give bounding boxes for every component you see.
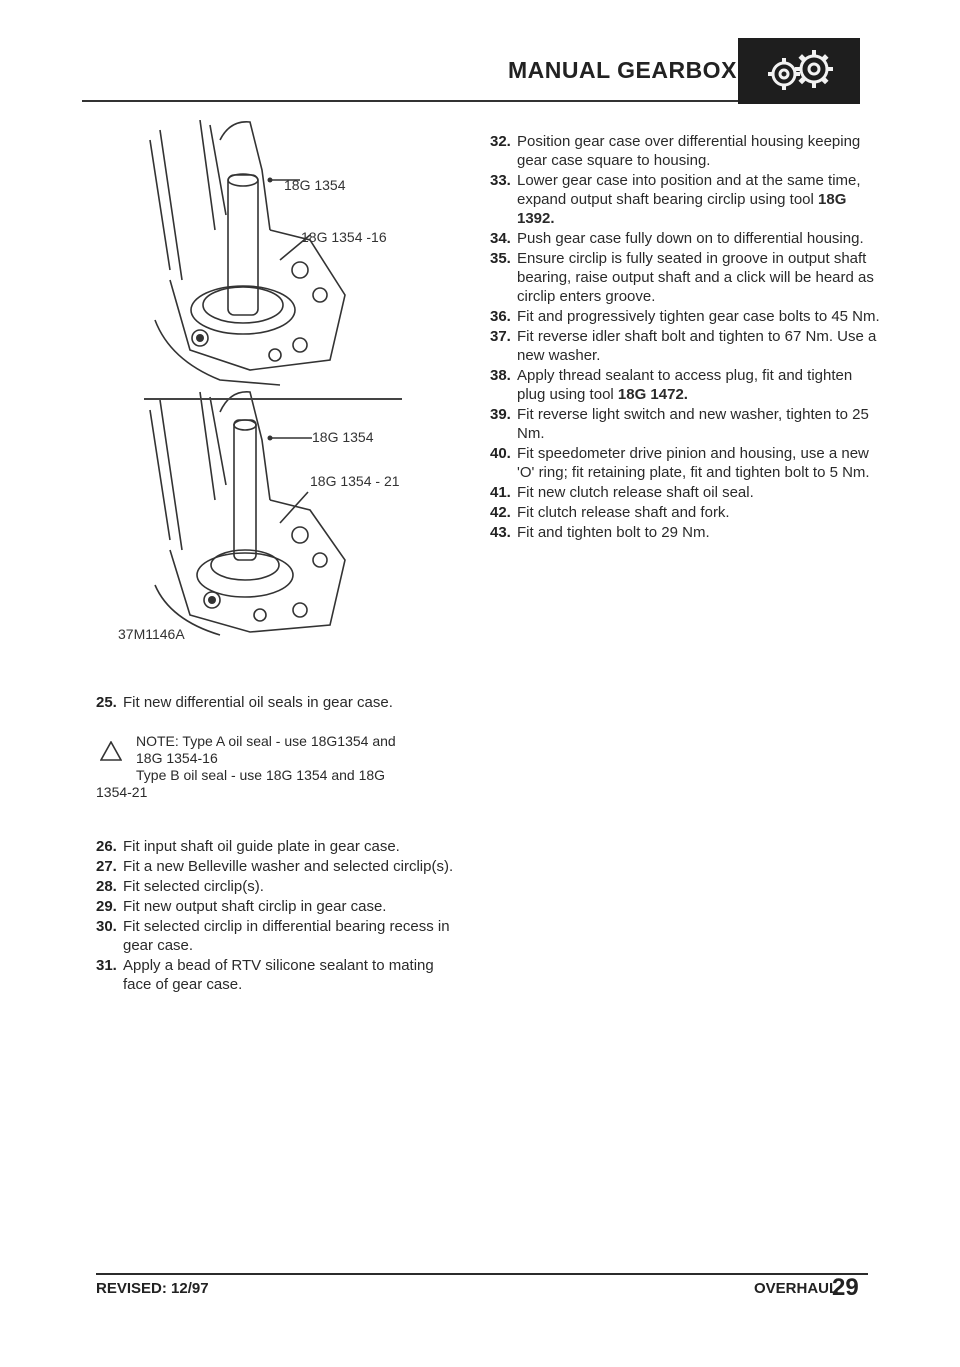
step-text: Fit selected circlip in differential bearing recess in gear case. [123,918,450,954]
step-text: Fit and progressively tighten gear case bolts to 45 Nm. [517,308,880,325]
step-text: Fit a new Belleville washer and selected circlip(s). [123,858,454,875]
step-text: Apply a bead of RTV silicone sealant to mating face of gear case. [123,957,434,993]
step-number: 26. [96,838,117,855]
step-text: Ensure circlip is fully seated in groove in output shaft bearing, raise output shaft and a click will be heard as circlip enters groove. [517,250,874,305]
procedure-steps-right [490,132,880,543]
step-text: Fit new output shaft circlip in gear case. [123,898,387,915]
note-line: 1354-21 [96,784,148,800]
tool-number: 18G 1392. [517,191,847,227]
procedure-step [490,171,880,228]
step-number: 34. [490,230,511,247]
procedure-step [96,956,456,994]
procedure-steps-left-b [96,837,456,995]
procedure-step [490,229,880,248]
step-text: Fit and tighten bolt to 29 Nm. [517,524,710,541]
procedure-step [490,503,880,522]
procedure-step [490,523,880,542]
revision-date: REVISED: 12/97 [96,1280,209,1297]
procedure-step [490,483,880,502]
procedure-steps-left-a [96,693,446,713]
step-number: 30. [96,918,117,935]
step-text: Fit reverse light switch and new washer, tighten to 25 Nm. [517,406,869,442]
note-line: NOTE: Type A oil seal - use 18G1354 and [136,733,396,749]
step-text: Fit speedometer drive pinion and housing, use a new 'O' ring; fit retaining plate, fit and tighten bolt to 5 Nm. [517,445,870,481]
step-number: 38. [490,367,511,384]
figure-callout: 18G 1354 -16 [301,229,387,245]
step-number: 40. [490,445,511,462]
step-number: 29. [96,898,117,915]
step-number: 36. [490,308,511,325]
step-number: 43. [490,524,511,541]
step-text: Fit clutch release shaft and fork. [517,504,730,521]
figure-callout: 18G 1354 - 21 [310,473,400,489]
step-number: 41. [490,484,511,501]
figure-reference: 37M1146A [118,626,185,642]
procedure-step [490,249,880,306]
note-block [96,733,456,801]
procedure-step [490,366,880,404]
step-text: Fit input shaft oil guide plate in gear case. [123,838,400,855]
procedure-step [96,857,456,876]
procedure-step [96,917,456,955]
procedure-step [96,897,456,916]
step-text: Push gear case fully down on to differential housing. [517,230,864,247]
step-text: Apply thread sealant to access plug, fit and tighten plug using tool [517,367,853,403]
step-text: Position gear case over differential housing keeping gear case square to housing. [517,133,861,169]
step-text: Lower gear case into position and at the same time, expand output shaft bearing circlip using tool [517,172,861,208]
step-number: 27. [96,858,117,875]
gearbox-gears-icon [738,38,860,104]
step-number: 33. [490,172,511,189]
page-number: 29 [832,1274,859,1301]
procedure-step [490,307,880,326]
step-number: 32. [490,133,511,150]
procedure-step [96,693,446,712]
step-number: 39. [490,406,511,423]
section-name: OVERHAUL [754,1280,839,1297]
step-number: 37. [490,328,511,345]
step-text: Fit selected circlip(s). [123,878,264,895]
step-text: Fit new differential oil seals in gear case. [123,694,393,711]
procedure-step [490,327,880,365]
step-number: 25. [96,694,117,711]
figure-callout: 18G 1354 [284,177,346,193]
step-number: 31. [96,957,117,974]
note-line: Type B oil seal - use 18G 1354 and 18G [136,767,386,783]
step-number: 35. [490,250,511,267]
page-header-title: MANUAL GEARBOX [508,57,737,83]
warning-triangle-icon [100,741,122,761]
step-number: 42. [490,504,511,521]
tool-number: 18G 1472. [617,386,688,403]
note-line: 18G 1354-16 [136,750,218,766]
procedure-step [96,837,456,856]
procedure-step [490,444,880,482]
figure-divider [144,398,402,400]
footer-rule [96,1273,868,1275]
oil-seal-tool-illustration [130,120,430,640]
header-rule [82,100,738,102]
step-text: Fit new clutch release shaft oil seal. [517,484,754,501]
step-number: 28. [96,878,117,895]
figure-callout: 18G 1354 [312,429,374,445]
step-text: Fit reverse idler shaft bolt and tighten to 67 Nm. Use a new washer. [517,328,877,364]
procedure-step [490,132,880,170]
procedure-step [96,877,456,896]
procedure-step [490,405,880,443]
